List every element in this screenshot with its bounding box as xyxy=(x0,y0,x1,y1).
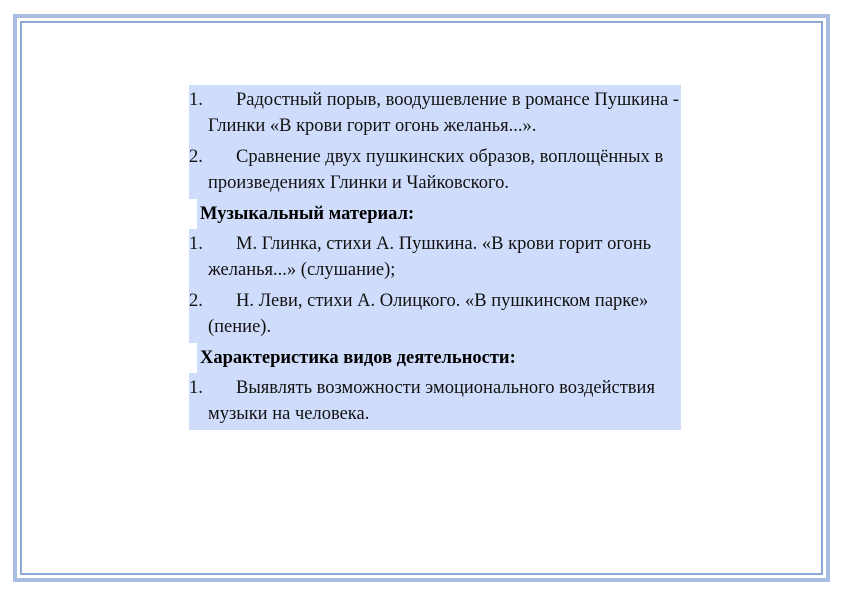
item-number: 1. xyxy=(189,378,203,398)
item-text: М. Глинка, стихи А. Пушкина. «В крови горит огонь желанья...» (слушание); xyxy=(208,234,652,280)
item-text: Н. Леви, стихи А. Олицкого. «В пушкинском парке» (пение). xyxy=(208,291,649,337)
material-heading: Музыкальный материал: xyxy=(200,204,415,224)
material-heading-row xyxy=(189,199,681,229)
activities-heading: Характеристика видов деятельности: xyxy=(200,348,516,368)
material-list xyxy=(189,229,681,343)
list-item xyxy=(189,229,681,286)
list-item xyxy=(189,373,681,430)
list-item xyxy=(189,142,681,199)
activities-list xyxy=(189,373,681,430)
goals-list xyxy=(189,85,681,199)
item-number: 1. xyxy=(189,90,203,110)
item-text: Радостный порыв, воодушевление в романсе Пушкина - Глинки «В крови горит огонь желанья...». xyxy=(208,90,679,136)
item-text: Сравнение двух пушкинских образов, воплощённых в произведениях Глинки и Чайковского. xyxy=(208,147,664,193)
item-number: 2. xyxy=(189,147,203,167)
list-item xyxy=(189,286,681,343)
lesson-content xyxy=(189,85,681,430)
item-text: Выявлять возможности эмоционального воздействия музыки на человека. xyxy=(208,378,655,424)
item-number: 2. xyxy=(189,291,203,311)
item-number: 1. xyxy=(189,234,203,254)
list-item xyxy=(189,85,681,142)
activities-heading-row xyxy=(189,343,681,373)
